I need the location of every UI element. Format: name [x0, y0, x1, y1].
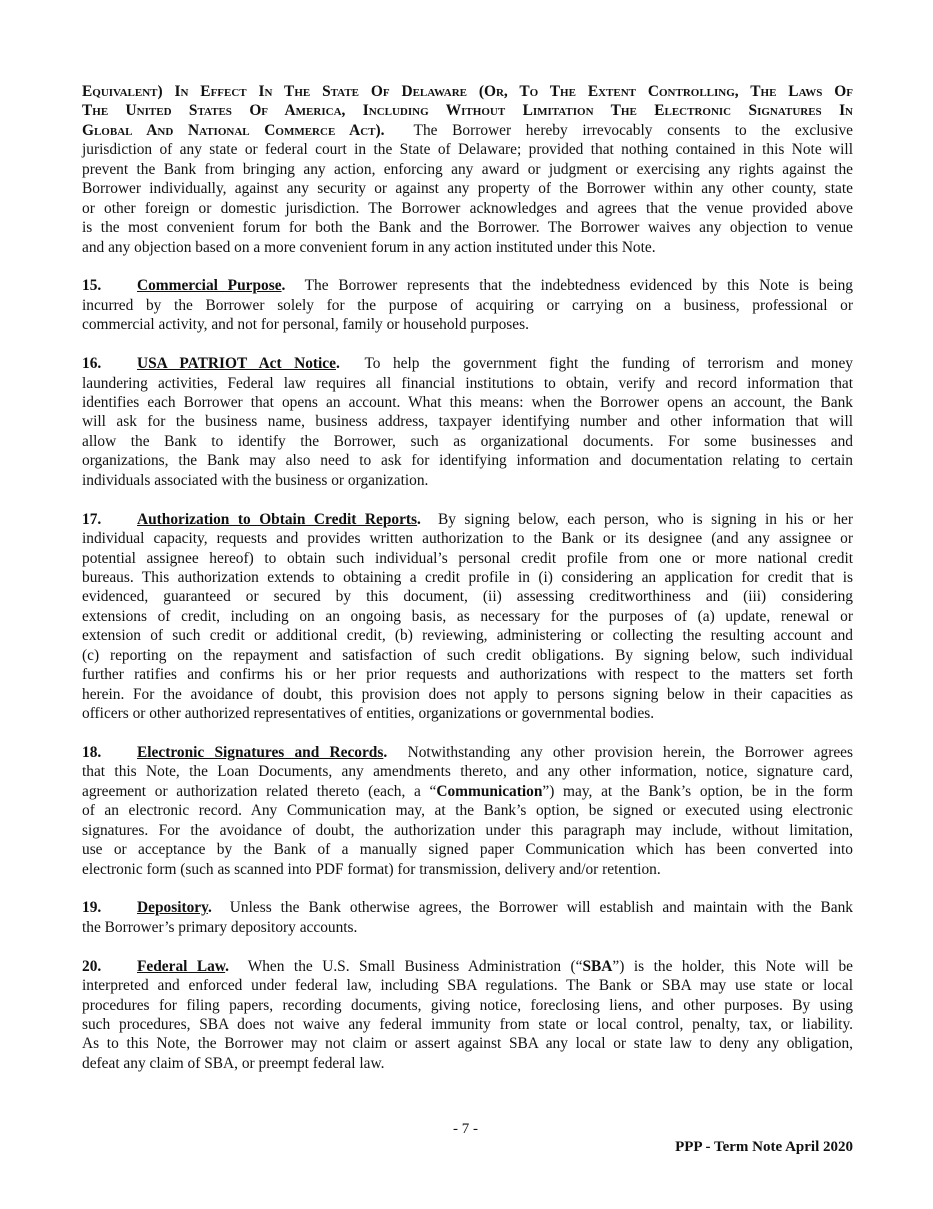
text-line: organizations, the Bank may also need to ask for identifying information and documentation relating to certain	[82, 452, 853, 470]
text-line: prevent the Bank from bringing any action, enforcing any award or judgment or exercising any rights against the	[82, 160, 853, 178]
section-heading: Electronic Signatures and Records	[137, 743, 384, 761]
body-text: By signing below, each person, who is signing in his or her	[420, 510, 853, 528]
text-line: use or acceptance by the Bank of a manually signed paper Communication which has been converted into	[82, 841, 853, 859]
text-line: that this Note, the Loan Documents, any amendments thereto, and any other information, notice, signature card,	[82, 763, 853, 781]
text-line: or other foreign or domestic jurisdiction. The Borrower acknowledges and agrees that the venue provided above	[82, 199, 853, 217]
section-heading: Commercial Purpose	[137, 277, 282, 295]
section-16-usa-patriot-act	[82, 354, 853, 490]
body-text: The Borrower represents that the indebtedness evidenced by this Note is being	[285, 277, 853, 295]
body-text: The Borrower hereby irrevocably consents to the exclusive	[384, 121, 853, 139]
section-18-electronic-signatures	[82, 743, 853, 879]
section-number: 17.	[82, 510, 102, 528]
governing-law-continuation	[82, 82, 853, 257]
text-line	[82, 121, 853, 140]
section-first-line: 17. Authorization to Obtain Credit Reports. By signing below, each person, who is signing in his or her	[82, 510, 853, 528]
section-first-line: 15. Commercial Purpose. The Borrower represents that the indebtedness evidenced by this Note is being	[82, 277, 853, 295]
document-footer-label: PPP - Term Note April 2020	[675, 1139, 853, 1155]
text-line: evidenced, guaranteed or secured by this document, (ii) assessing creditworthiness and (iii) considering	[82, 588, 853, 606]
text-line: electronic form (such as scanned into PDF format) for transmission, delivery and/or retention.	[82, 860, 661, 878]
section-heading: USA PATRIOT Act Notice	[137, 355, 336, 373]
text-line: laundering activities, Federal law requires all financial institutions to obtain, verify and record information that	[82, 374, 853, 392]
body-text: When the U.S. Small Business Administration (“SBA”) is the holder, this Note will be	[229, 957, 854, 975]
page-number: - 7 -	[453, 1121, 478, 1137]
text-line: agreement or authorization related thereto (each, a “Communication”) may, at the Bank’s option, be in the form	[82, 782, 853, 800]
section-20-federal-law	[82, 957, 853, 1074]
text-line: of an electronic record. Any Communication may, at the Bank’s option, be signed or executed using electronic	[82, 802, 853, 820]
text-line: individuals associated with the business or organization.	[82, 471, 429, 489]
section-number: 15.	[82, 277, 102, 295]
text-line: the Borrower’s primary depository accounts.	[82, 918, 358, 936]
text-line: incurred by the Borrower solely for the purpose of acquiring or carrying on a business, professional or	[82, 296, 853, 314]
section-17-credit-reports	[82, 510, 853, 724]
text-line: extension of such credit or additional credit, (b) reviewing, administering or collecting the resulting account and	[82, 627, 853, 645]
section-first-line: 18. Electronic Signatures and Records. Notwithstanding any other provision herein, the Borrower agrees	[82, 743, 853, 761]
section-15-commercial-purpose	[82, 276, 853, 334]
text-line: extensions of credit, including on an ongoing basis, as necessary for the purposes of (a) update, renewal or	[82, 607, 853, 625]
section-first-line: 16. USA PATRIOT Act Notice. To help the government fight the funding of terrorism and money	[82, 355, 854, 373]
text-line: identifies each Borrower that opens an account. What this means: when the Borrower opens an account, the Bank	[82, 394, 853, 411]
text-line: jurisdiction of any state or federal court in the State of Delaware; provided that nothing contained in this Note will	[82, 141, 853, 159]
text-line: and any objection based on a more convenient forum in any action instituted under this Note.	[82, 238, 656, 256]
text-line: allow the Bank to identify the Borrower, such as organizational documents. For some businesses and	[82, 432, 853, 450]
text-line: is the most convenient forum for both the Bank and the Borrower. The Borrower waives any objection to venue	[82, 219, 853, 237]
section-first-line: 20. Federal Law. When the U.S. Small Business Administration (“SBA”) is the holder, this Note will be	[82, 957, 854, 975]
text-line: signatures. For the avoidance of doubt, the authorization under this paragraph may include, without limitation,	[82, 821, 853, 839]
caps-text: Global And National Commerce Act).	[82, 121, 385, 139]
section-first-line: 19. Depository. Unless the Bank otherwise agrees, the Borrower will establish and maintain with the Bank	[82, 899, 853, 917]
text-line: defeat any claim of SBA, or preempt federal law.	[82, 1054, 385, 1072]
text-line: will ask for the business name, business address, taxpayer identifying number and other information that will	[82, 413, 853, 431]
text-line: officers or other authorized representatives of entities, organizations or governmental bodies.	[82, 705, 655, 722]
text-line: commercial activity, and not for personal, family or household purposes.	[82, 316, 529, 334]
section-number: 20.	[82, 957, 102, 975]
text-line: (c) reporting on the repayment and satisfaction of such credit obligations. By signing below, such individual	[82, 646, 853, 664]
text-line: Borrower individually, against any security or against any property of the Borrower within any other county, state	[82, 180, 853, 198]
section-heading: Federal Law	[137, 957, 226, 975]
text-line: individual capacity, requests and provides written authorization to the Bank or its designee (and any assignee or	[82, 530, 853, 548]
text-line: procedures for filing papers, recording documents, giving notice, foreclosing liens, and other purposes. By using	[82, 996, 853, 1014]
text-line: further ratifies and confirms his or her prior requests and authorizations with respect to the matters set forth	[82, 666, 853, 684]
document-page	[82, 82, 853, 1093]
text-line: Equivalent) In Effect In The State Of Delaware (Or, To The Extent Controlling, The Laws Of	[82, 83, 853, 100]
text-line: such procedures, SBA does not waive any federal immunity from state or local control, penalty, tax, or liability.	[82, 1016, 853, 1033]
section-heading: Depository	[137, 899, 208, 917]
text-line: interpreted and enforced under federal law, including SBA regulations. The Bank or SBA may use state or local	[82, 977, 853, 995]
text-line: The United States Of America, Including Without Limitation The Electronic Signatures In	[82, 102, 853, 120]
body-text: To help the government fight the funding of terrorism and money	[339, 355, 854, 373]
text-line: potential assignee hereof) to obtain such individual’s personal credit profile from one or more national credit	[82, 549, 853, 567]
section-number: 18.	[82, 743, 102, 761]
text-line: bureaus. This authorization extends to obtaining a credit profile in (i) considering an application for credit that is	[82, 568, 853, 586]
section-19-depository	[82, 898, 853, 937]
section-heading: Authorization to Obtain Credit Reports	[137, 510, 418, 528]
text-line: As to this Note, the Borrower may not claim or assert against SBA any local or state law to deny any obligation,	[82, 1035, 853, 1053]
body-text: Notwithstanding any other provision herein, the Borrower agrees	[387, 743, 853, 761]
body-text: Unless the Bank otherwise agrees, the Borrower will establish and maintain with the Bank	[211, 899, 853, 917]
section-number: 16.	[82, 355, 102, 373]
section-number: 19.	[82, 899, 102, 917]
text-line: herein. For the avoidance of doubt, this provision does not apply to persons signing below in their capacities as	[82, 685, 853, 703]
